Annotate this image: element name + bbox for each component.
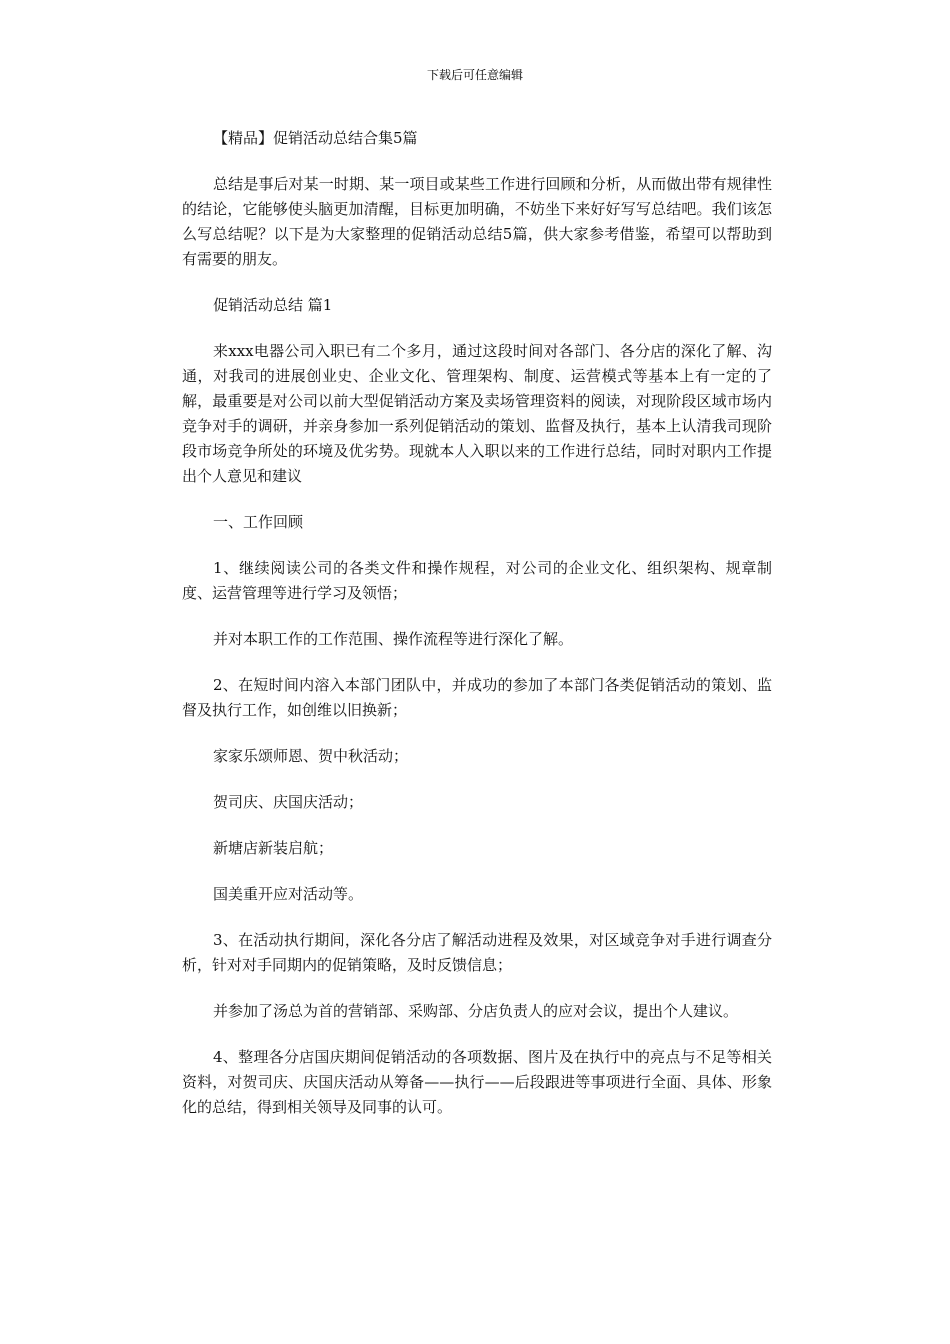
body-paragraph: 2、在短时间内溶入本部门团队中，并成功的参加了本部门各类促销活动的策划、监督及执行工作，如创维以旧换新； — [182, 676, 772, 719]
body-paragraph: 1、继续阅读公司的各类文件和操作规程，对公司的企业文化、组织架构、规章制度、运营管理等进行学习及领悟； — [182, 559, 772, 602]
body-paragraph: 4、整理各分店国庆期间促销活动的各项数据、图片及在执行中的亮点与不足等相关资料，对贺司庆、庆国庆活动从筹备——执行——后段跟进等事项进行全面、具体、形象化的总结，得到相关领导及同事的认可。 — [182, 1048, 772, 1116]
body-paragraph: 并对本职工作的工作范围、操作流程等进行深化了解。 — [213, 630, 574, 648]
subsection-heading: 一、工作回顾 — [213, 513, 304, 531]
body-paragraph: 新塘店新装启航； — [213, 839, 334, 857]
body-paragraph: 贺司庆、庆国庆活动； — [213, 793, 364, 811]
section-heading: 促销活动总结 篇1 — [213, 296, 333, 314]
body-paragraph: 来xxx电器公司入职已有二个多月，通过这段时间对各部门、各分店的深化了解、沟通，对我司的进展创业史、企业文化、管理架构、制度、运营模式等基本上有一定的了解，最重要是对公司以前大型促销活动方案及卖场管理资料的阅读，对现阶段区域市场内竞争对手的调研，并亲身参加一系列促销活动的策划、监督及执行，基本上认清我司现阶段市场竞争所处的环境及优劣势。现就本人入职以来的工作进行总结，同时对职内工作提出个人意见和建议 — [182, 342, 772, 485]
body-paragraph: 3、在活动执行期间，深化各分店了解活动进程及效果，对区域竞争对手进行调查分析，针对对手同期内的促销策略，及时反馈信息； — [182, 931, 772, 974]
document-body — [182, 126, 772, 1141]
body-paragraph: 并参加了汤总为首的营销部、采购部、分店负责人的应对会议，提出个人建议。 — [213, 1002, 739, 1020]
document-title: 【精品】促销活动总结合集5篇 — [213, 129, 418, 147]
body-paragraph: 国美重开应对活动等。 — [213, 885, 364, 903]
body-paragraph: 家家乐颂师恩、贺中秋活动； — [213, 747, 409, 765]
download-note: 下载后可任意编辑 — [426, 68, 523, 82]
intro-paragraph: 总结是事后对某一时期、某一项目或某些工作进行回顾和分析，从而做出带有规律性的结论，它能够使头脑更加清醒，目标更加明确，不妨坐下来好好写写总结吧。我们该怎么写总结呢？以下是为大家整理的促销活动总结5篇，供大家参考借鉴，希望可以帮助到有需要的朋友。 — [182, 175, 772, 268]
